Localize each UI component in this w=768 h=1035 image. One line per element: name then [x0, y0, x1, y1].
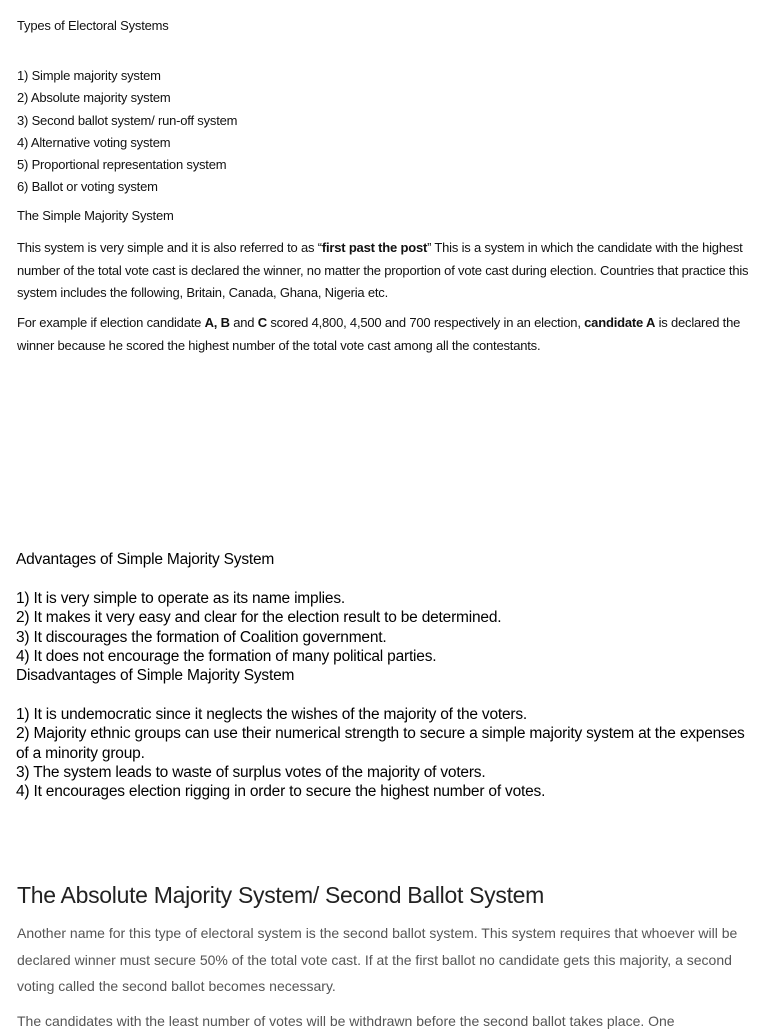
list-item: 1) It is very simple to operate as its name implies. — [16, 590, 346, 607]
simple-majority-paragraph — [17, 237, 757, 305]
paragraph-text: ” This is a system in which the candidate with the highest number of the total vote cast is declared the winner, no matter the proportion of vote cast during election. Countries that practice this system includes the following, Britain, Canada, Ghana, Nigeria etc. — [17, 240, 749, 300]
list-item: 3) It discourages the formation of Coalition government. — [16, 628, 387, 646]
list-item: 1) It is undemocratic since it neglects the wishes of the majority of the voters. — [16, 706, 528, 723]
disadvantages-list — [16, 705, 761, 801]
paragraph-text: and — [229, 315, 258, 330]
bold-term: first past the post — [321, 240, 428, 255]
list-item: 6) Ballot or voting system — [17, 179, 158, 195]
list-item: 4) It does not encourage the formation of many political parties. — [16, 647, 437, 665]
types-title: Types of Electoral Systems — [17, 18, 169, 33]
simple-majority-heading: The Simple Majority System — [17, 208, 174, 223]
list-item: 2) It makes it very easy and clear for the election result to be determined. — [16, 609, 502, 627]
types-list — [17, 67, 757, 201]
advantages-list — [16, 589, 761, 666]
bold-term: C — [257, 315, 267, 330]
advantages-heading: Advantages of Simple Majority System — [16, 551, 275, 568]
absolute-majority-paragraph: Another name for this type of electoral system is the second ballot system. This system requires that whoever will be declared winner must secure 50% of the total vote cast. If at the first ballot no candidate gets this majority, a second voting called the second ballot becomes necessary. — [17, 925, 738, 994]
list-item: 2) Absolute majority system — [17, 90, 171, 106]
paragraph-text: This system is very simple and it is also referred to as “ — [17, 240, 322, 255]
absolute-majority-heading: The Absolute Majority System/ Second Ballot System — [17, 882, 545, 908]
list-item: 2) Majority ethnic groups can use their numerical strength to secure a simple majority system at the expenses of a minority group. — [16, 725, 745, 762]
paragraph-text: scored 4,800, 4,500 and 700 respectively in an election, — [266, 315, 585, 330]
disadvantages-heading: Disadvantages of Simple Majority System — [16, 667, 295, 684]
list-item: 4) It encourages election rigging in order to secure the highest number of votes. — [16, 783, 546, 801]
paragraph-text: For example if election candidate — [17, 315, 205, 330]
list-item: 1) Simple majority system — [17, 68, 161, 83]
paragraph-text: is declared the winner because he scored the highest number of the total vote cast among all the contestants. — [17, 315, 741, 353]
example-paragraph — [17, 312, 757, 357]
bold-term: candidate A — [584, 315, 656, 330]
list-item: 4) Alternative voting system — [17, 134, 171, 150]
second-ballot-paragraph: The candidates with the least number of votes will be withdrawn before the second ballot takes place. One — [17, 1013, 675, 1029]
list-item: 3) The system leads to waste of surplus votes of the majority of voters. — [16, 763, 486, 781]
list-item: 5) Proportional representation system — [17, 157, 227, 173]
bold-term: A, B — [204, 315, 230, 330]
list-item: 3) Second ballot system/ run-off system — [17, 112, 238, 128]
